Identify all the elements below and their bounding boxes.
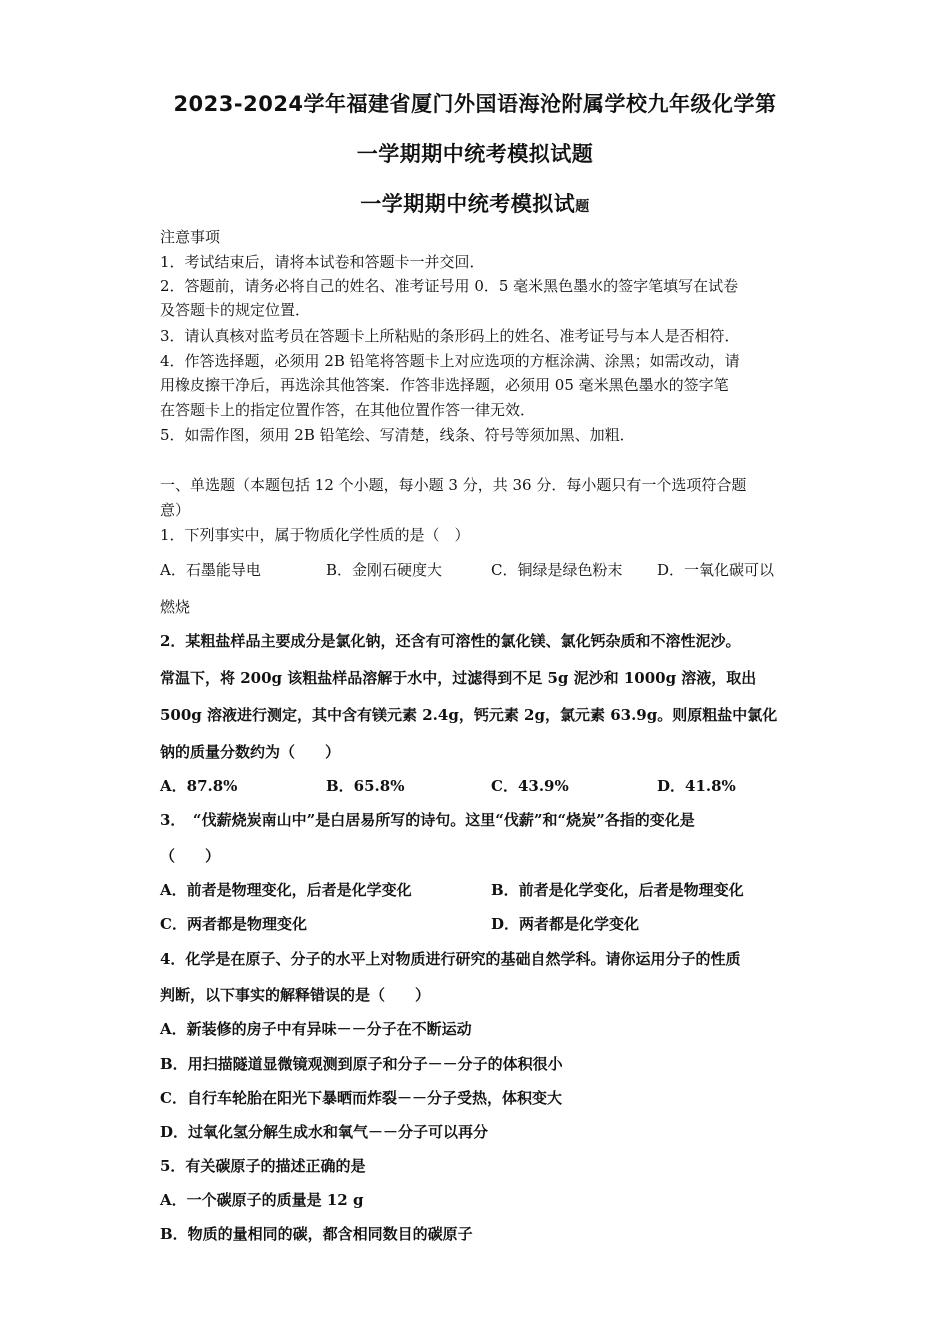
question-4-option-c: C．自行车轮胎在阳光下暴晒而炸裂－－分子受热，体积变大 (160, 1089, 562, 1107)
question-5-stem: 5．有关碳原子的描述正确的是 (160, 1157, 366, 1175)
question-3-option-c: C．两者都是物理变化 (160, 915, 307, 933)
question-1-stem: 1．下列事实中，属于物质化学性质的是（ ） (160, 526, 470, 544)
notice-item-2b: 及答题卡的规定位置． (160, 301, 311, 319)
question-3-option-d: D．两者都是化学变化 (491, 915, 640, 933)
question-1-option-c: C．铜绿是绿色粉末 (491, 561, 623, 579)
question-2-stem-d: 钠的质量分数约为（ ） (160, 743, 341, 761)
question-2-option-d: D．41.8% (657, 777, 736, 795)
notice-item-4c: 在答题卡上的指定位置作答，在其他位置作答一律无效． (160, 401, 536, 419)
question-2-stem-a: 2．某粗盐样品主要成分是氯化钠，还含有可溶性的氯化镁、氯化钙杂质和不溶性泥沙。 (160, 632, 741, 650)
section-1-heading-a: 一、单选题（本题包括 12 个小题，每小题 3 分，共 36 分．每小题只有一个选项符合题 (160, 476, 747, 494)
question-1-option-a: A．石墨能导电 (160, 561, 261, 579)
question-4-option-b: B．用扫描隧道显微镜观测到原子和分子－－分子的体积很小 (160, 1055, 563, 1073)
exam-title-line-3 (0, 188, 950, 218)
question-3-option-b: B．前者是化学变化，后者是物理变化 (491, 881, 744, 899)
question-3-options-row-1 (160, 878, 800, 902)
question-2-options (160, 774, 800, 798)
notice-item-1: 1．考试结束后，请将本试卷和答题卡一并交回． (160, 253, 485, 271)
question-1-option-d-cont: 燃烧 (160, 598, 191, 616)
question-2-option-a: A．87.8% (160, 777, 238, 795)
question-4-stem-a: 4．化学是在原子、分子的水平上对物质进行研究的基础自然学科。请你运用分子的性质 (160, 950, 741, 968)
notice-item-3: 3．请认真核对监考员在答题卡上所粘贴的条形码上的姓名、准考证号与本人是否相符． (160, 327, 740, 345)
question-5-option-a: A．一个碳原子的质量是 12 g (160, 1191, 364, 1209)
question-1-option-d: D．一氧化碳可以 (657, 561, 775, 579)
exam-title-line-3-small: 题 (575, 199, 590, 215)
question-2-option-b: B．65.8% (326, 777, 405, 795)
notice-heading: 注意事项 (160, 228, 221, 246)
question-3-stem-a: 3． “伐薪烧炭南山中”是白居易所写的诗句。这里“伐薪”和“烧炭”各指的变化是 (160, 811, 695, 829)
question-5-option-b: B．物质的量相同的碳，都含相同数目的碳原子 (160, 1225, 473, 1243)
exam-title-line-3-main: 一学期期中统考模拟试 (360, 192, 576, 216)
question-3-stem-b: （ ） (160, 847, 221, 865)
question-2-stem-b: 常温下，将 200g 该粗盐样品溶解于水中，过滤得到不足 5g 泥沙和 1000g 溶液，取出 (160, 669, 757, 687)
notice-item-4a: 4．作答选择题，必须用 2B 铅笔将答题卡上对应选项的方框涂满、涂黑；如需改动，请 (160, 352, 740, 370)
question-3-options-row-2 (160, 912, 800, 936)
question-4-option-a: A．新装修的房子中有异味－－分子在不断运动 (160, 1020, 472, 1038)
notice-item-4b: 用橡皮擦干净后，再选涂其他答案．作答非选择题，必须用 05 毫米黑色墨水的签字笔 (160, 376, 729, 394)
question-4-stem-b: 判断，以下事实的解释错误的是（ ） (160, 986, 431, 1004)
exam-title-line-2: 一学期期中统考模拟试题 (356, 142, 594, 166)
question-3-option-a: A．前者是物理变化，后者是化学变化 (160, 881, 412, 899)
section-1-heading-b: 意） (160, 501, 191, 519)
notice-item-2a: 2．答题前，请务必将自己的姓名、准考证号用 0．5 毫米黑色墨水的签字笔填写在试卷 (160, 277, 739, 295)
question-2-stem-c: 500g 溶液进行测定，其中含有镁元素 2.4g，钙元素 2g，氯元素 63.9g。则原粗盐中氯化 (160, 706, 778, 724)
question-4-option-d: D．过氧化氢分解生成水和氧气－－分子可以再分 (160, 1123, 489, 1141)
question-1-option-b: B．金刚石硬度大 (326, 561, 443, 579)
notice-item-5: 5．如需作图，须用 2B 铅笔绘、写清楚，线条、符号等须加黑、加粗． (160, 426, 635, 444)
question-2-option-c: C．43.9% (491, 777, 569, 795)
exam-title-line-1: 2023-2024学年福建省厦门外国语海沧附属学校九年级化学第 (173, 92, 777, 116)
question-1-options (160, 558, 800, 582)
